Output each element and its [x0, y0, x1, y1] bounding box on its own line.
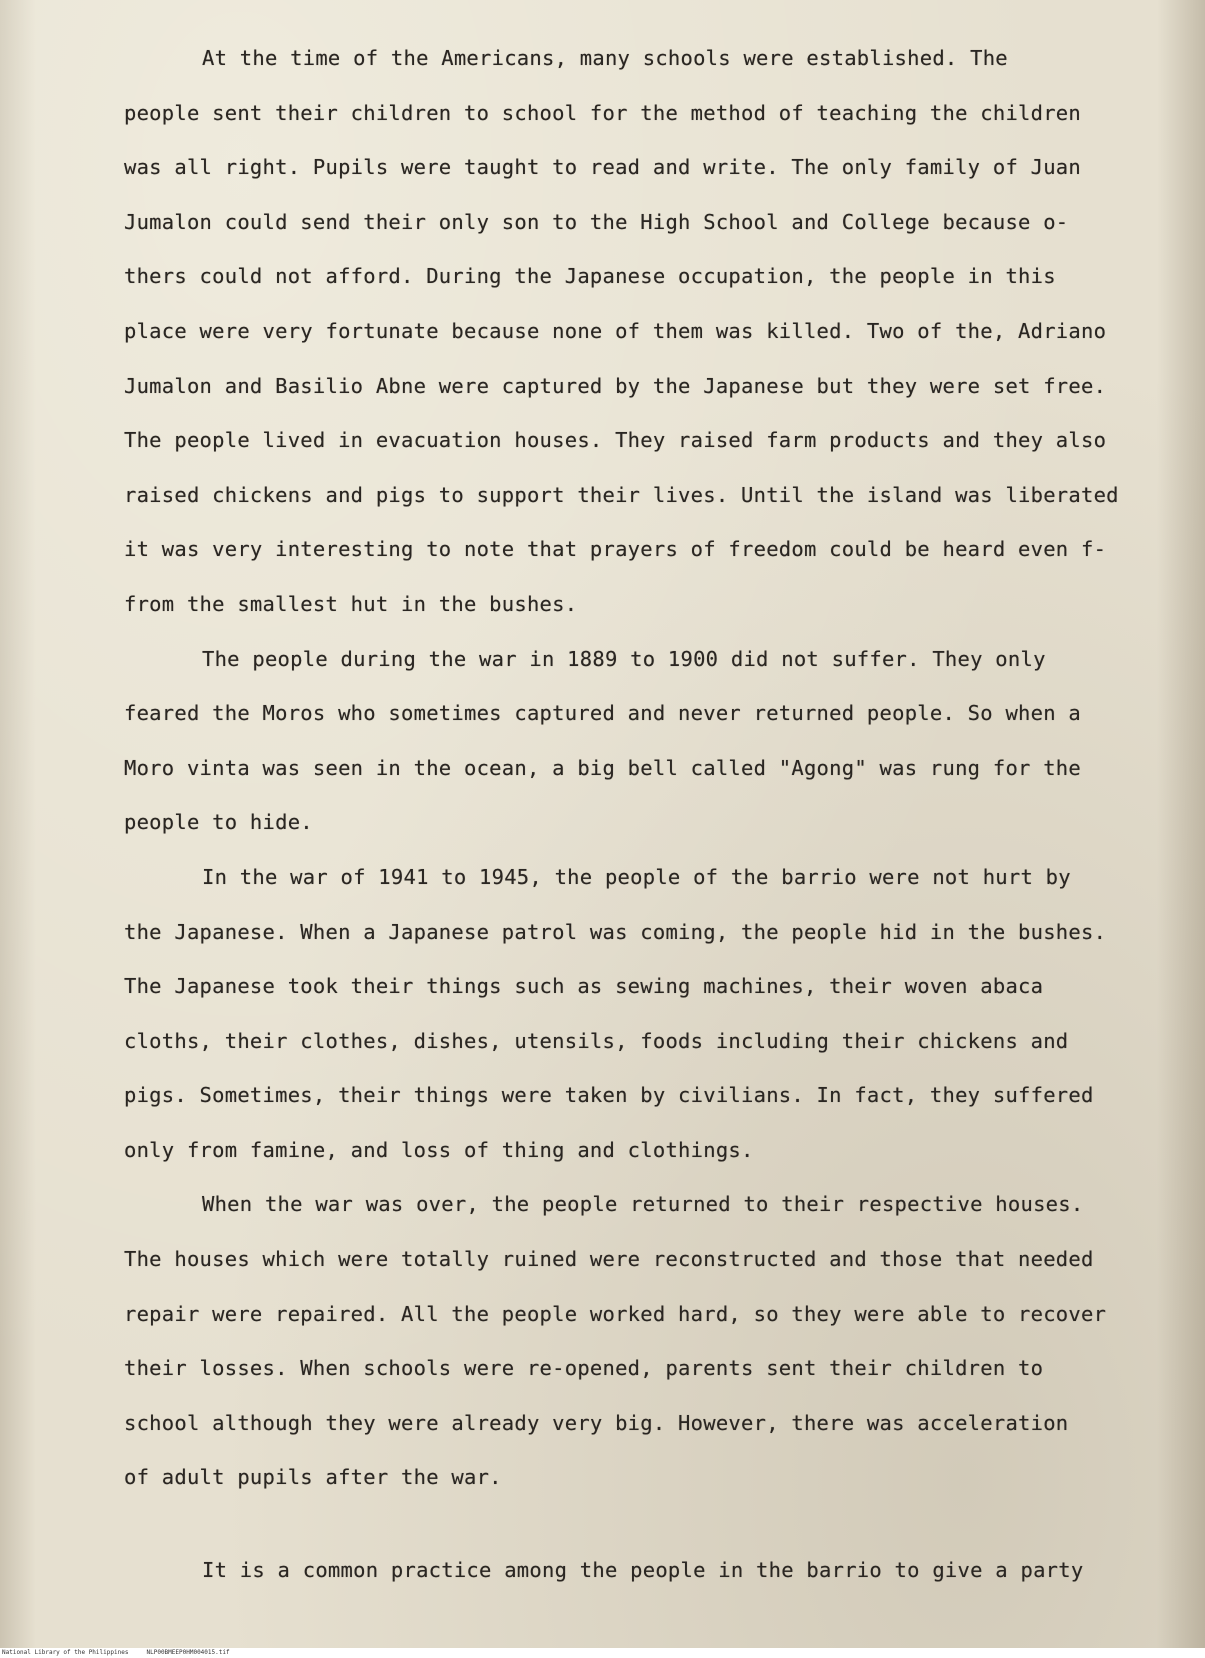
text-line: place were very fortunate because none of them was killed. Two of the, Adriano [124, 318, 1107, 343]
scan-footer [0, 1648, 1205, 1658]
text-line: raised chickens and pigs to support their lives. Until the island was liberated [124, 482, 1119, 507]
text-line: their losses. When schools were re-opened, parents sent their children to [124, 1356, 1044, 1381]
text-line: of adult pupils after the war. [124, 1465, 502, 1490]
text-line: cloths, their clothes, dishes, utensils, foods including their chickens and [124, 1028, 1069, 1053]
text-line: The Japanese took their things such as sewing machines, their woven abaca [124, 974, 1044, 999]
text-line: people to hide. [124, 810, 313, 835]
text-line: Jumalon and Basilio Abne were captured by the Japanese but they were set free. [124, 373, 1107, 398]
text-line: When the war was over, the people returned to their respective houses. [202, 1192, 1084, 1217]
text-line: was all right. Pupils were taught to read and write. The only family of Juan [124, 155, 1081, 180]
text-line: In the war of 1941 to 1945, the people of the barrio were not hurt by [202, 864, 1071, 889]
text-line: At the time of the Americans, many schools were established. The [202, 46, 1008, 70]
scan-caption: National Library of the Philippines NLP00BMEEP0HM004015.tif [2, 1649, 230, 1656]
text-line: pigs. Sometimes, their things were taken by civilians. In fact, they suffered [124, 1083, 1094, 1108]
text-line: from the smallest hut in the bushes. [124, 591, 578, 616]
text-line: repair were repaired. All the people worked hard, so they were able to recover [124, 1301, 1107, 1326]
text-line: it was very interesting to note that prayers of freedom could be heard even f- [124, 537, 1107, 562]
text-line: The people lived in evacuation houses. They raised farm products and they also [124, 428, 1107, 453]
text-line: The people during the war in 1889 to 1900 did not suffer. They only [202, 646, 1046, 671]
typed-text-body [124, 38, 1174, 1605]
text-line: Moro vinta was seen in the ocean, a big bell called "Agong" was rung for the [124, 755, 1081, 780]
text-line: thers could not afford. During the Japanese occupation, the people in this [124, 264, 1056, 289]
text-line: feared the Moros who sometimes captured and never returned people. So when a [124, 701, 1081, 726]
text-line: the Japanese. When a Japanese patrol was coming, the people hid in the bushes. [124, 919, 1107, 944]
text-line: school although they were already very big. However, there was acceleration [124, 1410, 1069, 1435]
text-line: It is a common practice among the people in the barrio to give a party [202, 1558, 1084, 1583]
text-line: The houses which were totally ruined were reconstructed and those that needed [124, 1247, 1094, 1272]
text-line: Jumalon could send their only son to the High School and College because o- [124, 209, 1069, 234]
text-line: only from famine, and loss of thing and clothings. [124, 1137, 754, 1162]
text-line: people sent their children to school for the method of teaching the children [124, 100, 1081, 125]
